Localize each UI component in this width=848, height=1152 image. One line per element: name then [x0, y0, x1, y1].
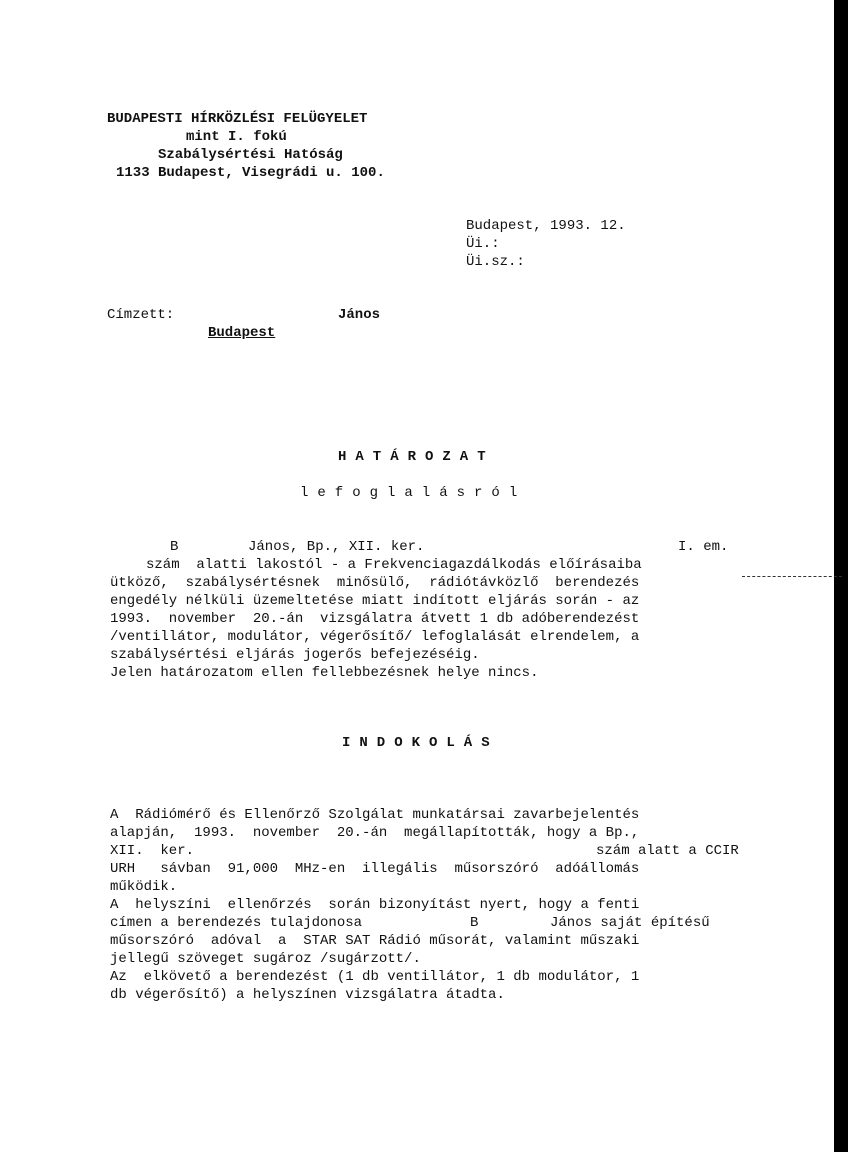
- decision-line-3: ütköző, szabálysértésnek minősülő, rádiótávközlő berendezés: [110, 575, 640, 591]
- reasoning-line-7a: címen a berendezés tulajdonosa: [110, 915, 363, 931]
- reasoning-line-1: A Rádiómérő és Ellenőrző Szolgálat munkatársai zavarbejelentés: [110, 807, 640, 823]
- ui-reference: Üi.:: [466, 236, 500, 252]
- decision-line-6: /ventillátor, modulátor, végerősítő/ lefoglalását elrendelem, a: [110, 629, 640, 645]
- reasoning-line-11: db végerősítő) a helyszínen vizsgálatra átadta.: [110, 987, 505, 1003]
- reasoning-line-8: műsorszóró adóval a STAR SAT Rádió műsorát, valamint műszaki: [110, 933, 640, 949]
- reasoning-line-3b: szám alatt a CCIR: [596, 843, 739, 859]
- authority-type: Szabálysértési Hatóság: [158, 147, 343, 163]
- reasoning-line-5: működik.: [110, 879, 178, 895]
- document-subtitle: lefoglalásról: [300, 485, 527, 501]
- document-title: HATÁROZAT: [338, 449, 495, 465]
- decision-initial: B: [170, 539, 179, 555]
- reasoning-line-3a: XII. ker.: [110, 843, 195, 859]
- scan-dash-mark: [742, 576, 842, 577]
- authority-name: BUDAPESTI HÍRKÖZLÉSI FELÜGYELET: [107, 111, 368, 127]
- section-title: INDOKOLÁS: [342, 735, 499, 751]
- uisz-reference: Üi.sz.:: [466, 254, 525, 270]
- reasoning-line-2: alapján, 1993. november 20.-án megállapították, hogy a Bp.,: [110, 825, 640, 841]
- reasoning-line-6: A helyszíni ellenőrzés során bizonyítást nyert, hogy a fenti: [110, 897, 640, 913]
- decision-line-5: 1993. november 20.-án vizsgálatra átvett 1 db adóberendezést: [110, 611, 640, 627]
- reasoning-line-10: Az elkövető a berendezést (1 db ventillátor, 1 db modulátor, 1: [110, 969, 640, 985]
- decision-line-8: Jelen határozatom ellen fellebbezésnek helye nincs.: [110, 665, 539, 681]
- decision-line-7: szabálysértési eljárás jogerős befejezéséig.: [110, 647, 480, 663]
- reasoning-line-7b: B: [470, 915, 479, 931]
- authority-address: 1133 Budapest, Visegrádi u. 100.: [116, 165, 385, 181]
- place-date: Budapest, 1993. 12.: [466, 218, 626, 234]
- reasoning-line-4: URH sávban 91,000 MHz-en illegális műsorszóró adóállomás: [110, 861, 640, 877]
- recipient-name: János: [338, 307, 381, 323]
- decision-name: János, Bp., XII. ker.: [248, 539, 425, 555]
- reasoning-line-9: jellegű szöveget sugároz /sugárzott/.: [110, 951, 421, 967]
- reasoning-line-7c: János saját építésű: [550, 915, 710, 931]
- decision-line-2: szám alatti lakostól - a Frekvenciagazdálkodás előírásaiba: [146, 557, 642, 573]
- recipient-city: Budapest: [208, 325, 276, 341]
- decision-line-4: engedély nélküli üzemeltetése miatt indított eljárás során - az: [110, 593, 640, 609]
- recipient-label: Címzett:: [107, 307, 175, 323]
- authority-level: mint I. fokú: [186, 129, 287, 145]
- decision-floor: I. em.: [678, 539, 729, 555]
